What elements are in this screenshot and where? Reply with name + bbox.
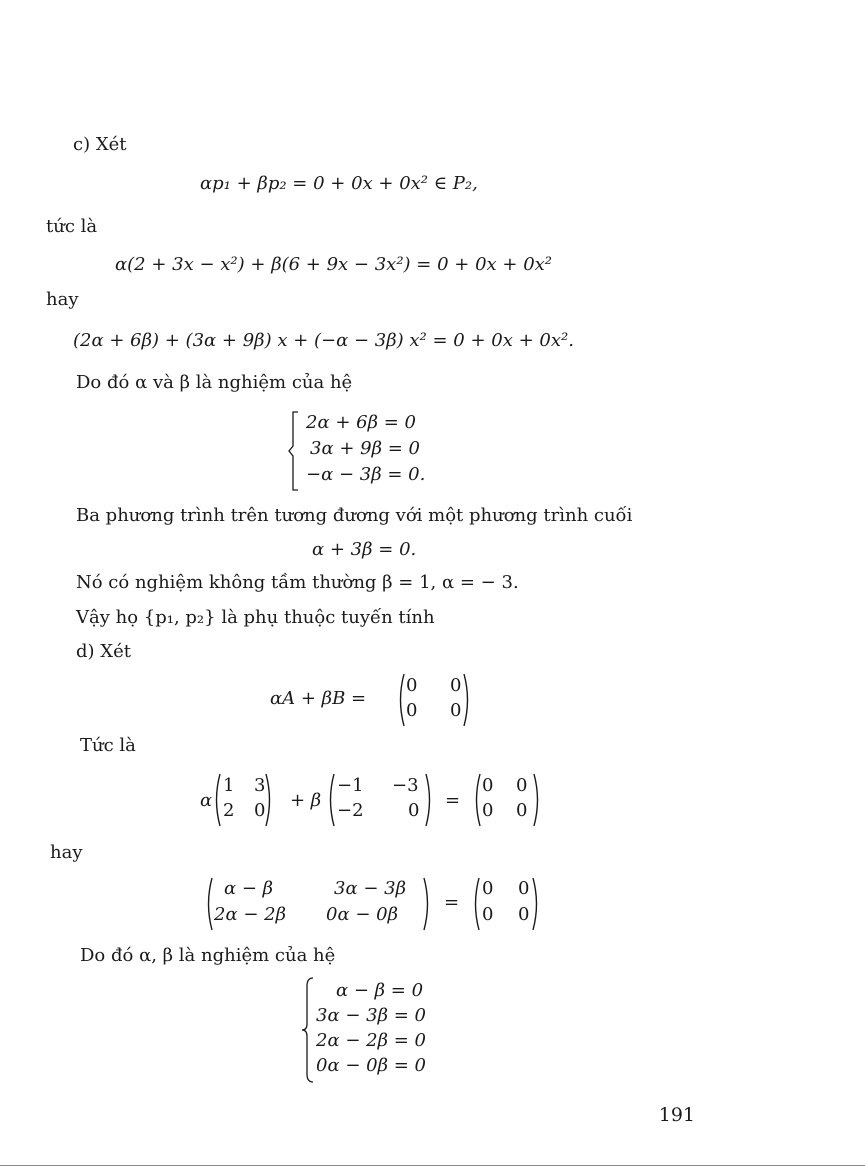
system-1-row: −α − 3β = 0. — [306, 464, 426, 485]
matrix-cell: 3 — [254, 775, 266, 796]
equals-sign: = — [444, 892, 460, 913]
matrix-cell: α − β — [224, 878, 274, 899]
system-1-row: 2α + 6β = 0 — [306, 412, 416, 433]
matrix-cell: 3α − 3β — [334, 878, 406, 899]
matrix-cell: 0 — [516, 775, 528, 796]
matrix-cell: 0 — [482, 775, 494, 796]
equation-5-left: αA + βB = — [270, 688, 367, 709]
plus-beta: + β — [290, 790, 322, 811]
system-1-row: 3α + 9β = 0 — [310, 438, 420, 459]
matrix-cell: 0 — [450, 700, 462, 721]
matrix-cell: 0 — [406, 700, 418, 721]
matrix-cell: 0 — [450, 675, 462, 696]
equation-1: αp₁ + βp₂ = 0 + 0x + 0x² ∈ P₂, — [200, 173, 478, 194]
text-do-do-2: Do đó α, β là nghiệm của hệ — [80, 945, 336, 966]
text-ba-phuong-trinh: Ba phương trình trên tương đương với một phương trình cuối — [76, 505, 633, 526]
matrix-cell: 0 — [518, 878, 530, 899]
text-ket-luan: Vậy họ {p₁, p₂} là phụ thuộc tuyến tính — [76, 607, 435, 628]
text-tuc-la-2: Tức là — [80, 735, 136, 756]
text-tuc-la: tức là — [46, 216, 98, 237]
part-d-heading: d) Xét — [76, 641, 131, 662]
matrix-cell: 0 — [254, 800, 266, 821]
equation-3: (2α + 6β) + (3α + 9β) x + (−α − 3β) x² = 0 + 0x + 0x². — [73, 330, 574, 351]
matrix-cell: 0α − 0β — [326, 904, 398, 925]
matrix-cell: −3 — [392, 775, 419, 796]
matrix-cell: −1 — [337, 775, 364, 796]
matrix-cell: 0 — [482, 878, 494, 899]
text-do-do: Do đó α và β là nghiệm của hệ — [76, 372, 353, 393]
part-c-heading: c) Xét — [73, 134, 127, 155]
matrix-cell: 0 — [516, 800, 528, 821]
equation-2: α(2 + 3x − x²) + β(6 + 9x − 3x²) = 0 + 0x + 0x² — [115, 254, 553, 275]
equals-sign: = — [445, 790, 461, 811]
text-hay: hay — [46, 289, 79, 310]
matrix-cell: 1 — [223, 775, 235, 796]
matrix-cell: 0 — [482, 904, 494, 925]
matrix-cell: 2 — [223, 800, 235, 821]
left-brace-system-1 — [288, 410, 300, 492]
matrix-cell: 0 — [482, 800, 494, 821]
text-hay-2: hay — [50, 842, 83, 863]
matrix-cell: −2 — [337, 800, 364, 821]
system-2-row: 3α − 3β = 0 — [316, 1005, 426, 1026]
text-nghiem: Nó có nghiệm không tầm thường β = 1, α = − 3. — [76, 572, 519, 593]
system-2-row: α − β = 0 — [336, 980, 424, 1001]
left-brace-system-2 — [301, 976, 315, 1084]
page-bottom-edge — [0, 1165, 865, 1166]
alpha-symbol: α — [200, 790, 213, 811]
page-number: 191 — [658, 1104, 695, 1126]
equation-4: α + 3β = 0. — [312, 539, 417, 560]
matrix-cell: 2α − 2β — [214, 904, 286, 925]
system-2-row: 0α − 0β = 0 — [316, 1055, 426, 1076]
system-2-row: 2α − 2β = 0 — [316, 1030, 426, 1051]
matrix-cell: 0 — [408, 800, 420, 821]
matrix-cell: 0 — [406, 675, 418, 696]
matrix-cell: 0 — [518, 904, 530, 925]
